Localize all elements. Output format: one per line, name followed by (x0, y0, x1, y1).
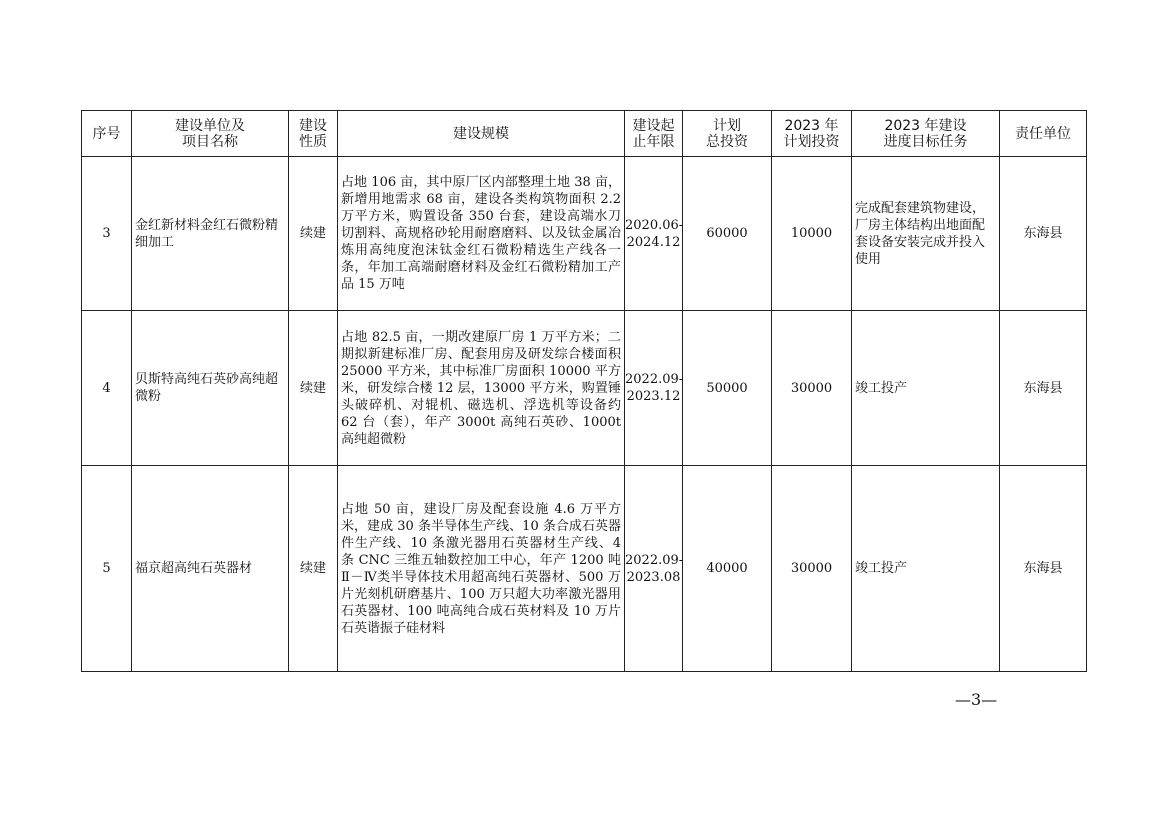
header-period: 建设起 止年限 (625, 111, 683, 157)
row-unit: 东海县 (1000, 466, 1087, 672)
header-no: 序号 (82, 111, 132, 157)
project-table (81, 110, 1087, 672)
header-name: 建设单位及 项目名称 (132, 111, 289, 157)
row-target: 竣工投产 (852, 466, 1000, 672)
row-project-name: 金红新材料金红石微粉精细加工 (132, 157, 289, 311)
header-row (82, 111, 1087, 157)
row-scale: 占地 82.5 亩，一期改建原厂房 1 万平方米；二期拟新建标准厂房、配套用房及研发综合楼面积 25000 平方米，其中标准厂房面积 10000 平方米，研发综合楼 12 层，13000 平方米，购置锤头破碎机、对辊机、磁选机、浮选机等设备约 62 台（套），年产 3000t 高纯石英砂、1000t 高纯超微粉 (338, 311, 625, 466)
row-plan-2023: 30000 (772, 466, 852, 672)
header-scale: 建设规模 (338, 111, 625, 157)
row-period: 2022.09- 2023.12 (625, 311, 683, 466)
row-no: 5 (82, 466, 132, 672)
table-row (82, 311, 1087, 466)
row-plan-2023: 30000 (772, 311, 852, 466)
table-row (82, 466, 1087, 672)
header-nature: 建设 性质 (289, 111, 338, 157)
row-target: 竣工投产 (852, 311, 1000, 466)
row-plan-2023: 10000 (772, 157, 852, 311)
row-period: 2022.09- 2023.08 (625, 466, 683, 672)
row-nature: 续建 (289, 466, 338, 672)
header-target: 2023 年建设 进度目标任务 (852, 111, 1000, 157)
row-scale: 占地 106 亩，其中原厂区内部整理土地 38 亩，新增用地需求 68 亩，建设各类构筑物面积 2.2 万平方米，购置设备 350 台套，建设高端水刀切割料、高规格砂轮用耐磨磨料、以及钛金属冶炼用高纯度泡沫钛金红石微粉精选生产线各一条，年加工高端耐磨材料及金红石微粉精加工产品 15 万吨 (338, 157, 625, 311)
header-unit: 责任单位 (1000, 111, 1087, 157)
row-total-investment: 60000 (683, 157, 772, 311)
row-unit: 东海县 (1000, 157, 1087, 311)
table-row (82, 157, 1087, 311)
row-no: 4 (82, 311, 132, 466)
page-number: —3— (955, 690, 998, 709)
row-project-name: 贝斯特高纯石英砂高纯超微粉 (132, 311, 289, 466)
row-nature: 续建 (289, 311, 338, 466)
row-target: 完成配套建筑物建设，厂房主体结构出地面配套设备安装完成并投入使用 (852, 157, 1000, 311)
row-no: 3 (82, 157, 132, 311)
row-project-name: 福京超高纯石英器材 (132, 466, 289, 672)
row-total-investment: 40000 (683, 466, 772, 672)
row-nature: 续建 (289, 157, 338, 311)
row-total-investment: 50000 (683, 311, 772, 466)
header-plan2023: 2023 年 计划投资 (772, 111, 852, 157)
row-period: 2020.06- 2024.12 (625, 157, 683, 311)
header-total: 计划 总投资 (683, 111, 772, 157)
row-scale: 占地 50 亩，建设厂房及配套设施 4.6 万平方米，建成 30 条半导体生产线、10 条合成石英器件生产线、10 条激光器用石英器材生产线、4 条 CNC 三维五轴数控加工中心，年产 1200 吨Ⅱ－Ⅳ类半导体技术用超高纯石英器材、500 万片光刻机研磨基片、100 万只超大功率激光器用石英器材、100 吨高纯合成石英材料及 10 万片石英谐振子硅材料 (338, 466, 625, 672)
row-unit: 东海县 (1000, 311, 1087, 466)
